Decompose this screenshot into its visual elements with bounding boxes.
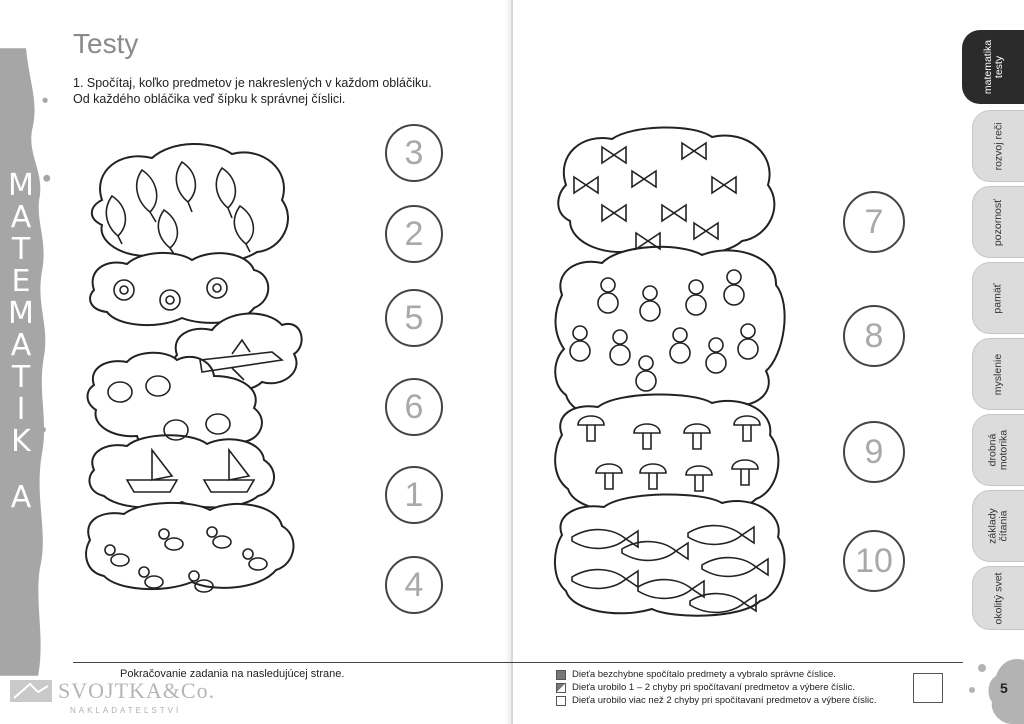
- tab-label: matematika testy: [981, 39, 1005, 95]
- tab-label: základy čítania: [986, 508, 1010, 544]
- legend-square-full: [556, 670, 566, 680]
- side-letter: I: [16, 392, 26, 427]
- tab-pamat[interactable]: [972, 262, 1024, 334]
- side-letter: A: [10, 480, 32, 515]
- publisher-icon: [8, 676, 54, 706]
- tab-okolity-svet[interactable]: [972, 566, 1024, 630]
- tab-label: drobná motorika: [986, 429, 1010, 471]
- cloud-butterflies: [558, 127, 774, 255]
- section-tabs: [962, 30, 1024, 630]
- publisher-name: SVOJTKA&Co.: [58, 678, 216, 703]
- page-number: 5: [1000, 680, 1008, 696]
- number-circle[interactable]: 7: [843, 191, 905, 253]
- tab-pozornost[interactable]: [972, 186, 1024, 258]
- number-circle[interactable]: 10: [843, 530, 905, 592]
- side-letter: K: [11, 424, 31, 459]
- number-circle[interactable]: 3: [385, 124, 443, 182]
- side-letter: M: [8, 296, 34, 331]
- tab-zaklady-citania[interactable]: [972, 490, 1024, 562]
- legend-row: [556, 694, 877, 707]
- side-letter: A: [10, 200, 32, 235]
- tab-myslenie[interactable]: [972, 338, 1024, 410]
- bottom-right-splash: [960, 650, 1024, 724]
- book-spine: [511, 0, 513, 724]
- legend-text: Dieťa urobilo 1 – 2 chyby pri spočítavaní predmetov a výbere číslic.: [572, 682, 855, 693]
- tab-label: pozornosť: [991, 198, 1004, 246]
- number-circle[interactable]: 1: [385, 466, 443, 524]
- tab-label: okolitý svet: [992, 572, 1004, 624]
- tab-label: myslenie: [992, 353, 1004, 395]
- legend-text: Dieťa urobilo viac než 2 chyby pri spočítavaní predmetov a výbere číslic.: [572, 695, 877, 706]
- footer-divider: [73, 662, 963, 663]
- legend-square-half: [556, 683, 566, 693]
- legend-square-empty: [556, 696, 566, 706]
- continuation-note: Pokračovanie zadania na nasledujúcej strane.: [120, 668, 345, 680]
- left-clouds-illustration: [82, 140, 312, 620]
- number-circle[interactable]: 8: [843, 305, 905, 367]
- publisher-logo: [8, 676, 216, 715]
- instruction-line: 1. Spočítaj, koľko predmetov je nakreslených v každom obláčiku.: [73, 76, 432, 90]
- side-letter: E: [11, 264, 31, 299]
- page-title: Testy: [73, 28, 139, 59]
- number-circle[interactable]: 6: [385, 378, 443, 436]
- right-clouds-illustration: [552, 125, 792, 635]
- side-letter: M: [8, 168, 34, 203]
- number-circle[interactable]: 2: [385, 205, 443, 263]
- number-circle[interactable]: 4: [385, 556, 443, 614]
- legend-row: [556, 668, 877, 681]
- tab-drobna-motorika[interactable]: [972, 414, 1024, 486]
- publisher-subtitle: NAKLADATEĽSTVÍ: [70, 706, 182, 715]
- legend-row: [556, 681, 877, 694]
- task-instructions: [73, 75, 432, 107]
- side-letter: T: [11, 360, 31, 395]
- score-checkbox[interactable]: [913, 673, 943, 703]
- legend-text: Dieťa bezchybne spočítalo predmety a vybralo správne číslice.: [572, 669, 836, 680]
- evaluation-legend: [556, 668, 877, 707]
- tab-label: rozvoj reči: [991, 122, 1004, 170]
- tab-matematika-testy[interactable]: [962, 30, 1024, 104]
- number-circle[interactable]: 5: [385, 289, 443, 347]
- tab-label: pamäť: [991, 282, 1004, 314]
- instruction-line: Od každého obláčika veď šípku k správnej číslici.: [73, 92, 346, 106]
- tab-rozvoj-reci[interactable]: [972, 110, 1024, 182]
- side-letter: T: [11, 232, 31, 267]
- side-letter: A: [10, 328, 32, 363]
- number-circle[interactable]: 9: [843, 421, 905, 483]
